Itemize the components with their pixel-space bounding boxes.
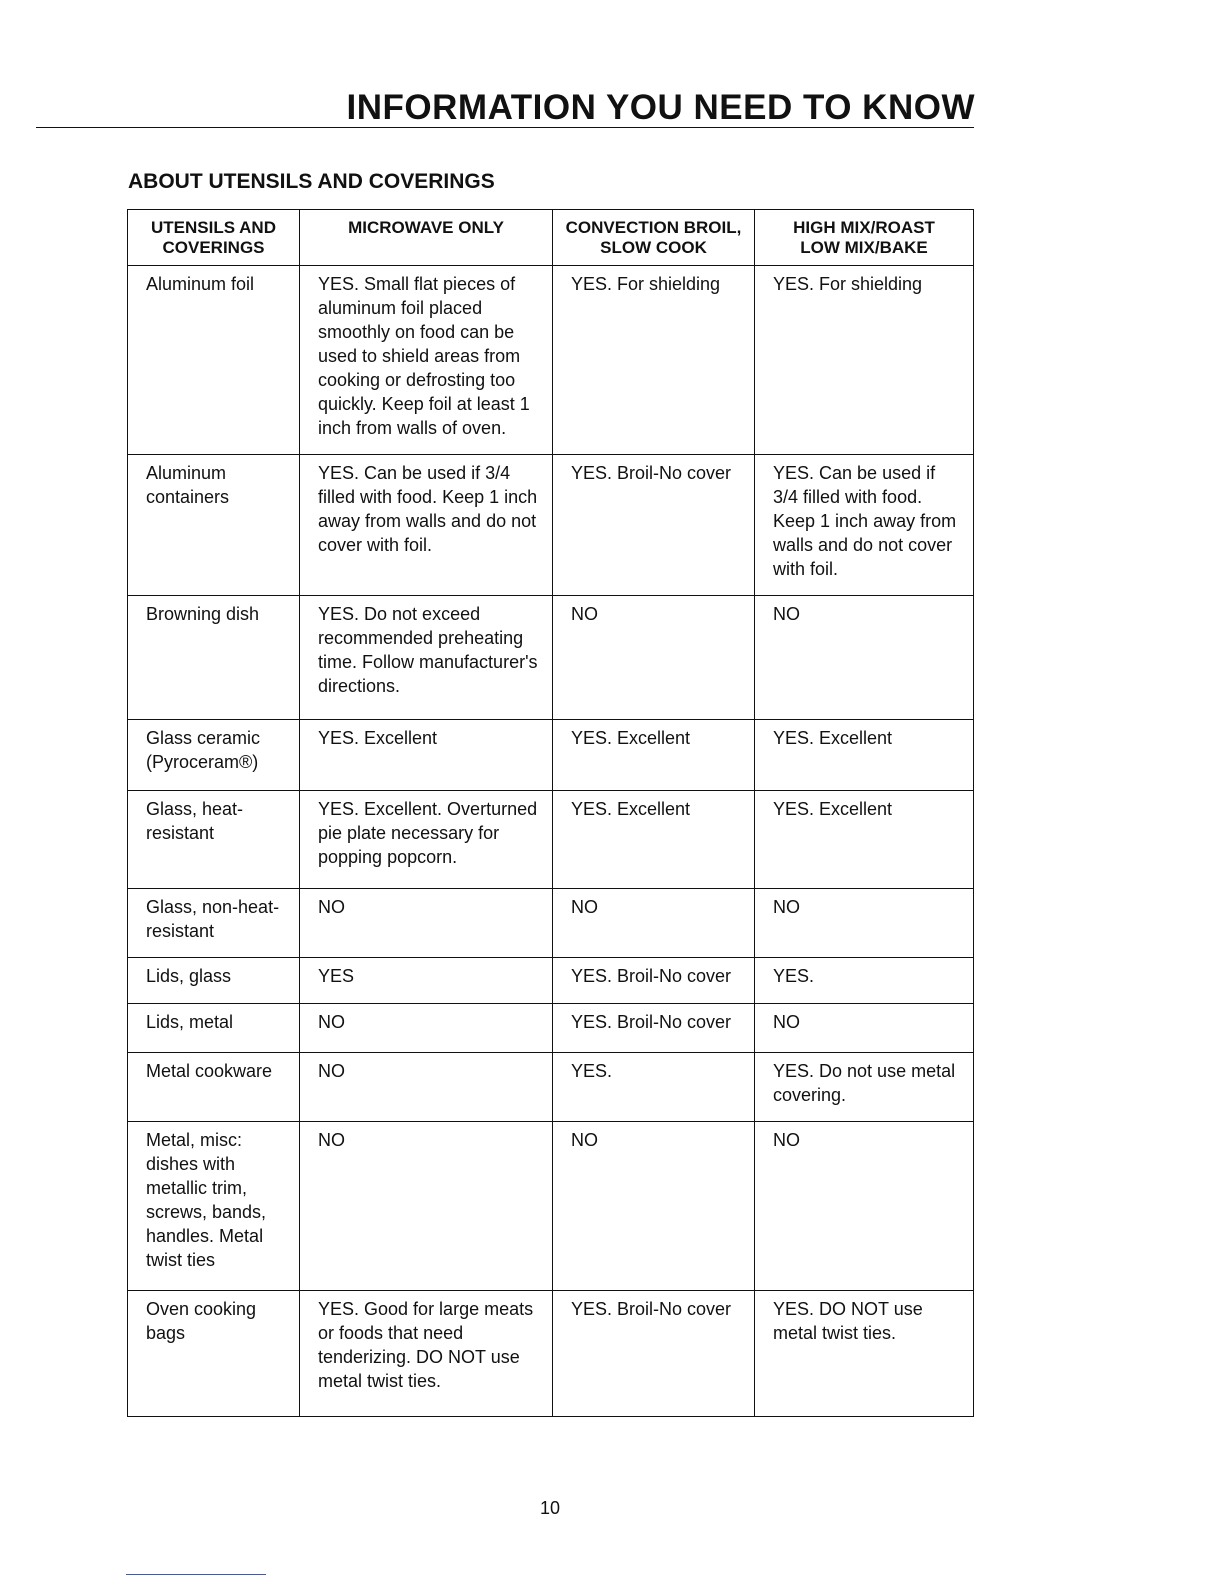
cell-microwave: NO <box>300 1122 553 1291</box>
table-row <box>128 791 974 889</box>
page-number: 10 <box>539 1498 561 1518</box>
cell-convection: YES. Excellent <box>553 720 755 791</box>
section-heading: ABOUT UTENSILS AND COVERINGS <box>128 170 495 193</box>
table-row <box>128 266 974 455</box>
cell-microwave: YES. Good for large meats or foods that need tenderizing. DO NOT use metal twist ties. <box>300 1291 553 1417</box>
table-row <box>128 455 974 596</box>
table-row <box>128 1291 974 1417</box>
header-utensils: UTENSILS AND COVERINGS <box>128 210 300 266</box>
cell-mix: NO <box>755 596 974 720</box>
cell-microwave: YES. Excellent. Overturned pie plate necessary for popping popcorn. <box>300 791 553 889</box>
cell-convection: YES. Excellent <box>553 791 755 889</box>
cell-mix: YES. <box>755 958 974 1004</box>
cell-utensil: Glass, non-heat-resistant <box>128 889 300 958</box>
table-row <box>128 1122 974 1291</box>
cell-convection: YES. <box>553 1053 755 1122</box>
table-row <box>128 889 974 958</box>
header-convection-broil: CONVECTION BROIL, SLOW COOK <box>553 210 755 266</box>
table-row <box>128 958 974 1004</box>
cell-microwave: YES. Do not exceed recommended preheating time. Follow manufacturer's directions. <box>300 596 553 720</box>
table-row <box>128 1053 974 1122</box>
cell-utensil: Browning dish <box>128 596 300 720</box>
cell-mix: NO <box>755 889 974 958</box>
cell-microwave: NO <box>300 889 553 958</box>
cell-utensil: Aluminum foil <box>128 266 300 455</box>
cell-microwave: NO <box>300 1053 553 1122</box>
cell-convection: YES. For shielding <box>553 266 755 455</box>
cell-microwave: YES. Can be used if 3/4 filled with food. Keep 1 inch away from walls and do not cover with foil. <box>300 455 553 596</box>
cell-microwave: YES. Excellent <box>300 720 553 791</box>
cell-mix: YES. Excellent <box>755 791 974 889</box>
cell-convection: YES. Broil-No cover <box>553 958 755 1004</box>
cell-convection: NO <box>553 596 755 720</box>
cell-utensil: Glass ceramic (Pyroceram®) <box>128 720 300 791</box>
table-row <box>128 720 974 791</box>
title-rule <box>36 127 974 128</box>
cell-utensil: Oven cooking bags <box>128 1291 300 1417</box>
page-title: INFORMATION YOU NEED TO KNOW <box>346 88 975 127</box>
cell-utensil: Metal, misc: dishes with metallic trim, screws, bands, handles. Metal twist ties <box>128 1122 300 1291</box>
footer-link-underline <box>126 1574 266 1575</box>
cell-mix: NO <box>755 1122 974 1291</box>
table-row <box>128 1004 974 1053</box>
cell-convection: NO <box>553 1122 755 1291</box>
cell-utensil: Aluminum containers <box>128 455 300 596</box>
header-high-mix: HIGH MIX/ROAST LOW MIX/BAKE <box>755 210 974 266</box>
cell-mix: NO <box>755 1004 974 1053</box>
header-microwave-only: MICROWAVE ONLY <box>300 210 553 266</box>
cell-convection: YES. Broil-No cover <box>553 1004 755 1053</box>
cell-utensil: Glass, heat-resistant <box>128 791 300 889</box>
cell-microwave: YES <box>300 958 553 1004</box>
cell-mix: YES. Can be used if 3/4 filled with food. Keep 1 inch away from walls and do not cover with foil. <box>755 455 974 596</box>
cell-mix: YES. DO NOT use metal twist ties. <box>755 1291 974 1417</box>
cell-mix: YES. Excellent <box>755 720 974 791</box>
cell-utensil: Lids, glass <box>128 958 300 1004</box>
cell-mix: YES. Do not use metal covering. <box>755 1053 974 1122</box>
cell-microwave: NO <box>300 1004 553 1053</box>
cell-mix: YES. For shielding <box>755 266 974 455</box>
cell-utensil: Metal cookware <box>128 1053 300 1122</box>
cell-microwave: YES. Small flat pieces of aluminum foil placed smoothly on food can be used to shield areas from cooking or defrosting too quickly. Keep foil at least 1 inch from walls of oven. <box>300 266 553 455</box>
cell-convection: YES. Broil-No cover <box>553 1291 755 1417</box>
cell-convection: YES. Broil-No cover <box>553 455 755 596</box>
cell-utensil: Lids, metal <box>128 1004 300 1053</box>
table-header-row <box>128 210 974 266</box>
cell-convection: NO <box>553 889 755 958</box>
table-row <box>128 596 974 720</box>
utensils-table <box>127 209 974 1417</box>
